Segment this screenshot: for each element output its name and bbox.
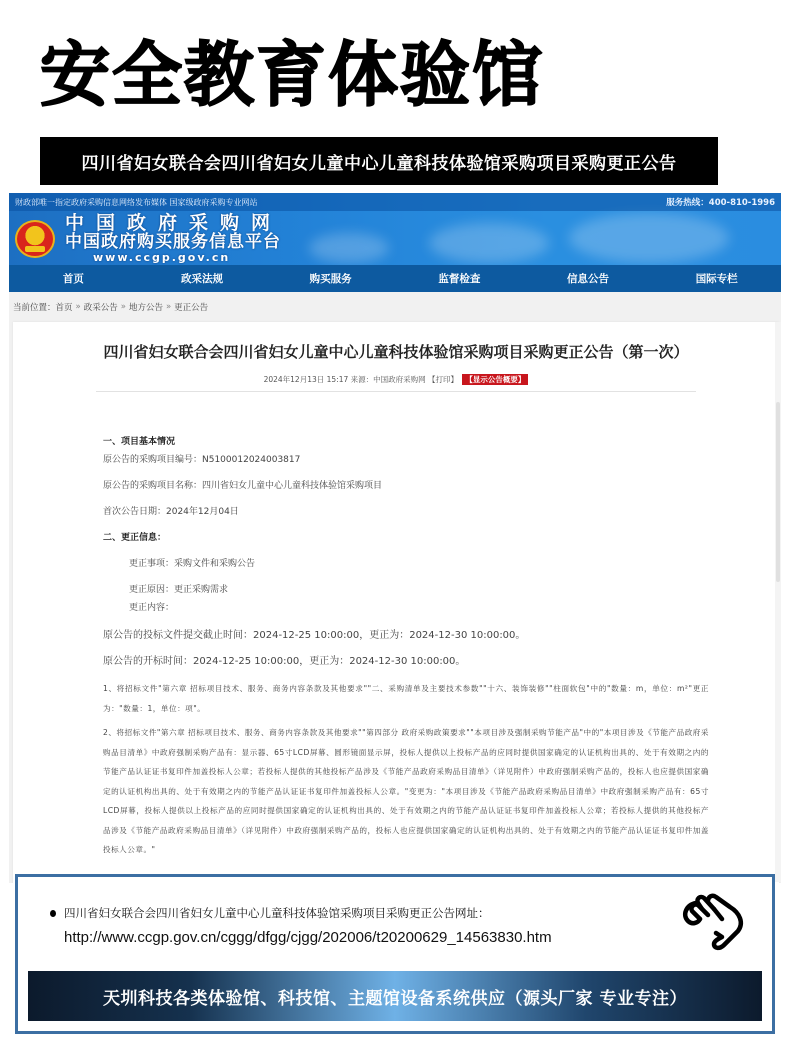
main-nav (9, 265, 781, 292)
breadcrumb-announcements[interactable]: 政采公告 (83, 303, 118, 313)
supplier-banner: 天圳科技各类体验馆、科技馆、主题馆设备系统供应（源头厂家 专业专注） (28, 971, 762, 1021)
show-summary-button[interactable]: 【显示公告概要】 (462, 374, 528, 385)
scrollbar-thumb[interactable] (776, 402, 780, 582)
announcement-link-box (15, 874, 775, 1034)
website-screenshot (9, 193, 781, 883)
project-name: 原公告的采购项目名称：四川省妇女儿童中心儿童科技体验馆采购项目 (103, 481, 383, 491)
correction-item: 更正事项：采购文件和采购公告 (129, 559, 256, 569)
correction-content-label: 更正内容： (129, 603, 175, 613)
article-title: 四川省妇女联合会四川省妇女儿童中心儿童科技体验馆采购项目采购更正公告（第一次） (103, 343, 689, 361)
article-source: 来源：中国政府采购网 (350, 375, 426, 384)
breadcrumb-label: 当前位置： (13, 303, 56, 313)
section2-heading: 二、更正信息： (103, 533, 167, 543)
publish-datetime: 2024年12月13日 15:17 (263, 375, 349, 384)
site-slogan: 财政部唯一指定政府采购信息网络发布媒体 国家级政府采购专业网站 (15, 197, 258, 207)
top-strip (9, 193, 781, 211)
hero-subtitle: 四川省妇女联合会四川省妇女儿童中心儿童科技体验馆采购项目采购更正公告 (40, 137, 718, 185)
divider (96, 391, 696, 392)
correction-reason: 更正原因：更正采购需求 (129, 585, 229, 595)
hotline: 服务热线：400-810-1996 (666, 198, 775, 208)
section1-heading: 一、项目基本情况 (103, 437, 176, 447)
correction-paragraph-2: 2、将招标文件"第六章 招标项目技术、服务、商务内容条款及其他要求""第四部分 政府采购政策要求""本项目涉及强制采购节能产品"中的"本项目涉及《节能产品政府采购品目清单》中政府强制采购产品有：显示器、65寸LCD屏幕、圆形镜面显示屏，投标人提供以上投标产品的应同时提供国家确定的认证机构出具的、处于有效期之内的节能产品认证证书复印件加盖投标人公章；若投标人提供的其他投标产品涉及《节能产品政府采购品目清单》（详见附件）中政府强制采购产品的，投标人也应提供国家确定的认证机构出具的、处于有效期之内的节能产品认证证书复印件加盖投标人公章。"变更为："本项目涉及《节能产品政府采购品目清单》中政府强制采购产品有：65寸LCD屏幕，投标人提供以上投标产品的应同时提供国家确定的认证机构出具的、处于有效期之内的节能产品认证证书复印件加盖投标人公章；若投标人提供的其他投标产品涉及《节能产品政府采购品目清单》（详见附件）中政府强制采购产品的，投标人也应提供国家确定的认证机构出具的、处于有效期之内的节能产品认证证书复印件加盖投标人公章。" (103, 728, 709, 854)
nav-international[interactable]: 国际专栏 (695, 273, 738, 285)
first-announce-date: 首次公告日期：2024年12月04日 (103, 507, 239, 517)
nav-home[interactable]: 首页 (62, 273, 84, 285)
breadcrumb-separator: » (120, 302, 126, 312)
bullet-icon (50, 910, 56, 917)
nav-regulations[interactable]: 政采法规 (181, 273, 223, 285)
logo-subtitle: 中国政府购买服务信息平台 (65, 232, 281, 252)
breadcrumb-home[interactable]: 首页 (55, 303, 73, 313)
article-meta (13, 374, 779, 385)
breadcrumb (9, 292, 781, 322)
breadcrumb-separator: » (75, 302, 81, 312)
site-header (9, 193, 781, 265)
site-logo[interactable] (15, 213, 282, 264)
announcement-url[interactable]: http://www.ccgp.gov.cn/cggg/dfgg/cjgg/202006/t20200629_14563830.htm (64, 929, 552, 946)
scrollbar[interactable] (775, 322, 781, 882)
breadcrumb-separator: » (165, 302, 172, 312)
pointing-hand-icon (678, 889, 758, 959)
bid-deadline-change: 原公告的投标文件提交截止时间：2024-12-25 10:00:00，更正为：2024-12-30 10:00:00。 (103, 630, 526, 641)
nav-supervision[interactable]: 监督检查 (438, 273, 481, 285)
project-number: 原公告的采购项目编号：N5100012024003817 (103, 455, 301, 465)
national-emblem-icon (15, 220, 55, 258)
nav-purchase-services[interactable]: 购买服务 (309, 273, 352, 285)
logo-title: 中国政府采购网 (65, 212, 283, 234)
breadcrumb-correction[interactable]: 更正公告 (174, 303, 209, 313)
nav-announcements[interactable]: 信息公告 (567, 273, 610, 285)
correction-paragraph-1: 1、将招标文件"第六章 招标项目技术、服务、商务内容条款及其他要求""二、采购清单及主要技术参数""十六、装饰装修""柱面软包"中的"数量：m，单位：m²"更正为："数量：1，单位：项"。 (103, 684, 709, 713)
article-panel (13, 322, 779, 883)
bid-opening-change: 原公告的开标时间：2024-12-25 10:00:00，更正为：2024-12-30 10:00:00。 (103, 656, 466, 667)
hero-title: 安全教育体验馆 (40, 34, 544, 116)
link-label: 四川省妇女联合会四川省妇女儿童中心儿童科技体验馆采购项目采购更正公告网址： (64, 906, 490, 920)
breadcrumb-local[interactable]: 地方公告 (128, 303, 163, 313)
logo-url: www.ccgp.gov.cn (93, 251, 231, 264)
print-link[interactable]: 【打印】 (428, 375, 459, 384)
